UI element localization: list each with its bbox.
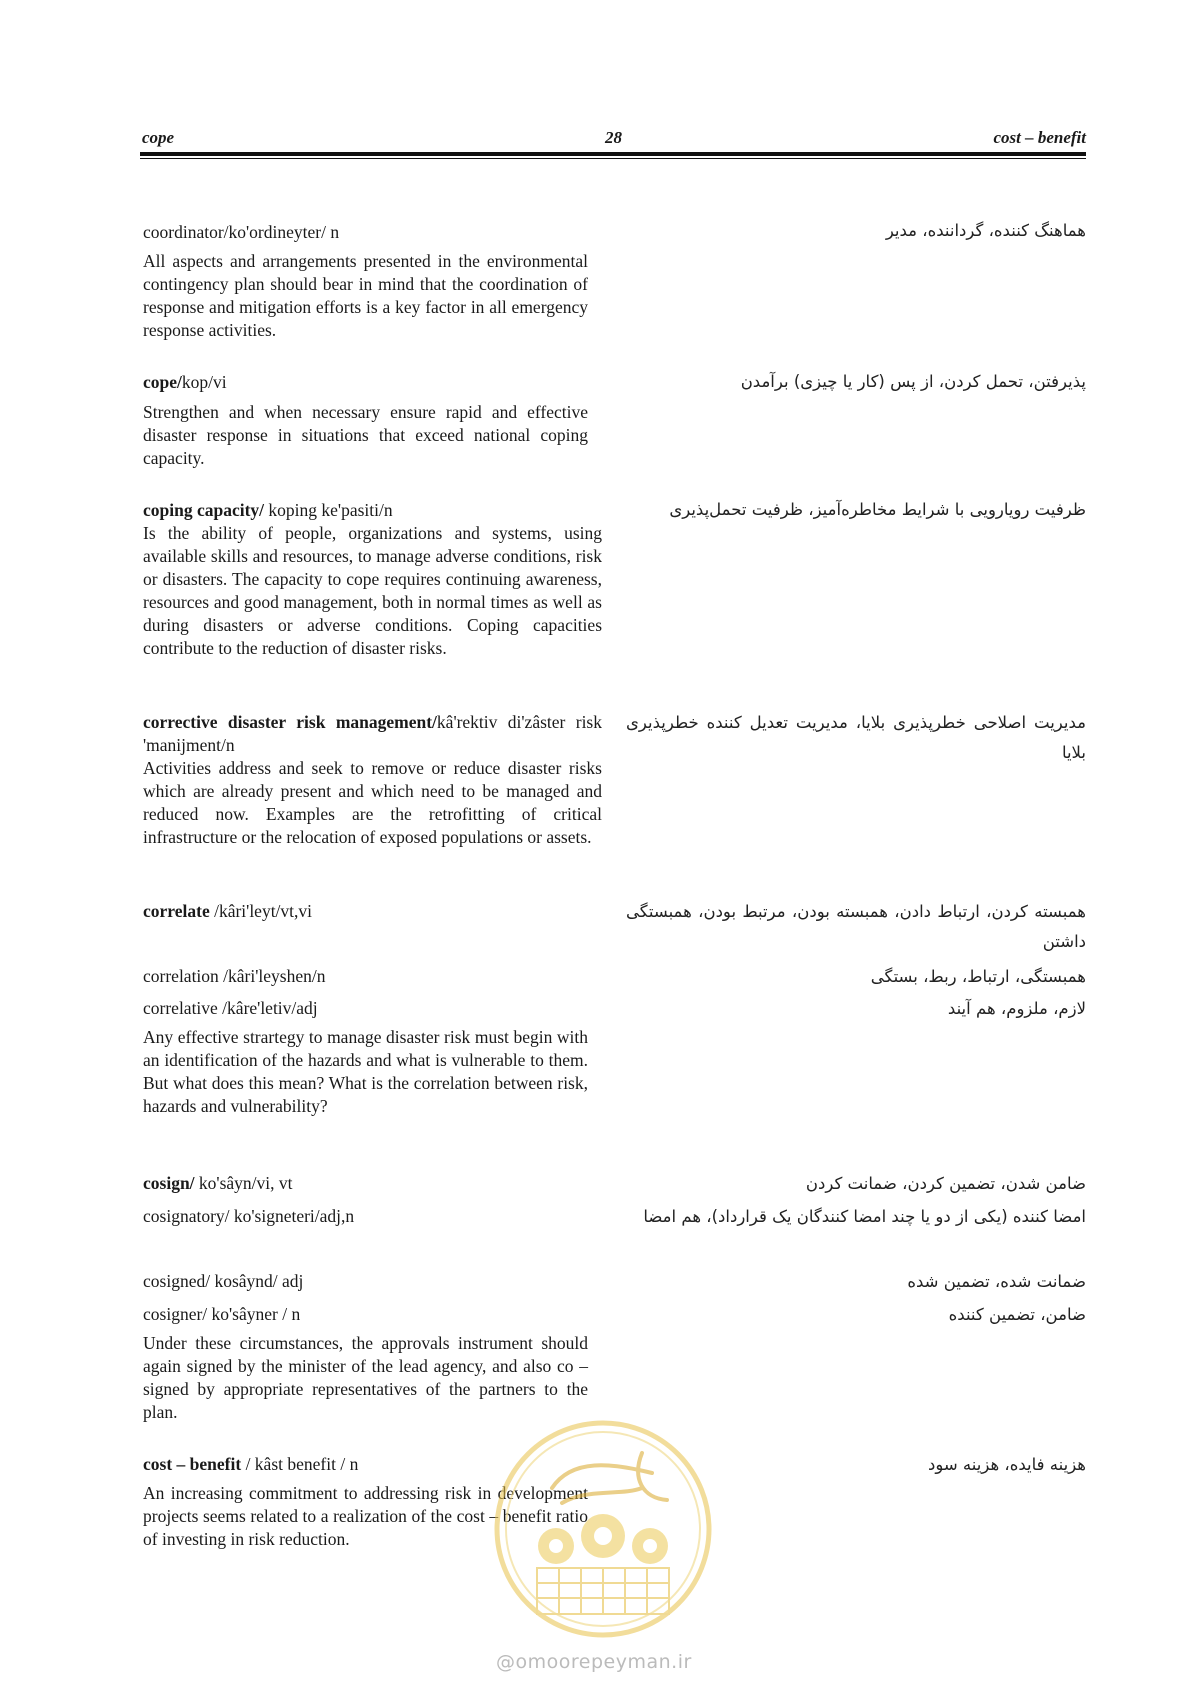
- headword: cosigned/ kosâynd/ adj: [143, 1271, 304, 1291]
- headword: cost – benefit / kâst benefit / n: [143, 1454, 359, 1474]
- entry-cosigner: [143, 1303, 588, 1424]
- persian-correlative: لازم، ملزوم، هم آیند: [947, 999, 1086, 1018]
- running-header: [140, 128, 1086, 150]
- entry-coping-capacity: [143, 499, 602, 660]
- example-text: All aspects and arrangements presented in the environmental contingency plan should bear in mind that the coordination of response and mitigation efforts is a key factor in all emergency response activities.: [143, 251, 588, 340]
- persian-cost-benefit: هزینه فایده، هزینه سود: [927, 1455, 1086, 1474]
- headword: cosignatory/ ko'signeteri/adj,n: [143, 1206, 355, 1226]
- headword: coping capacity/ koping ke'pasiti/n: [143, 500, 393, 520]
- watermark-site: @omoorepeyman.ir: [496, 1651, 692, 1673]
- example-text: Under these circumstances, the approvals instrument should again signed by the minister of the lead agency, and also co – signed by appropriate representatives of the partners to the plan.: [143, 1333, 588, 1422]
- persian-cosigner: ضامن، تضمین کننده: [948, 1305, 1086, 1324]
- persian-correlation: همبستگی، ارتباط، ربط، بستگی: [870, 967, 1086, 986]
- headword: cosign/ ko'sâyn/vi, vt: [143, 1173, 293, 1193]
- headword: cope/kop/vi: [143, 372, 227, 392]
- headword: corrective disaster risk management/kâ'rektiv di'zâster risk 'manijment/n: [143, 712, 602, 755]
- header-left-word: cope: [142, 128, 175, 147]
- persian-coping-capacity: ظرفیت رویارویی با شرایط مخاطره‌آمیز، ظرفیت تحمل‌پذیری: [669, 500, 1086, 519]
- headword: correlative /kâre'letiv/adj: [143, 998, 318, 1018]
- headword: correlation /kâri'leyshen/n: [143, 966, 326, 986]
- definition-text: Activities address and seek to remove or reduce disaster risks which are already present and which need to be managed and reduced now. Examples are the retrofitting of critical infrastructure or the relocation of exposed populations or assets.: [143, 758, 602, 847]
- entry-cosignatory: [143, 1205, 354, 1228]
- example-text: An increasing commitment to addressing risk in development projects seems related to a realization of the cost – benefit ratio of investing in risk reduction.: [143, 1483, 588, 1549]
- header-rule-thin: [140, 158, 1086, 159]
- entry-coordinator: [143, 221, 588, 342]
- entry-correlate: [143, 900, 312, 923]
- header-rule-thick: [140, 152, 1086, 156]
- page-number: 28: [605, 128, 622, 147]
- example-text: Any effective strartegy to manage disaster risk must begin with an identification of the hazards and what is vulnerable to them. But what does this mean? What is the correlation between risk, hazards and vulnerability?: [143, 1027, 588, 1116]
- header-right-word: cost – benefit: [993, 128, 1086, 147]
- definition-text: Is the ability of people, organizations and systems, using available skills and resources, to manage adverse conditions, risk or disasters. The capacity to cope requires continuing awareness, resources and good management, both in normal times as well as during disasters or adverse conditions. Coping capacities contribute to the reduction of disaster risks.: [143, 523, 602, 658]
- persian-cosigned: ضمانت شده، تضمین شده: [907, 1272, 1086, 1291]
- persian-correlate: همبسته کردن، ارتباط دادن، همبسته بودن، مرتبط بودن، همبستگی داشتن: [626, 902, 1086, 951]
- headword: coordinator/ko'ordineyter/ n: [143, 222, 340, 242]
- persian-cosign: ضامن شدن، تضمین کردن، ضمانت کردن: [805, 1174, 1086, 1193]
- entry-corrective-disaster-risk-management: [143, 711, 602, 849]
- persian-corrective: مدیریت اصلاحی خطرپذیری بلایا، مدیریت تعدیل کننده خطرپذیری بلایا: [626, 713, 1086, 762]
- entry-cope: [143, 371, 588, 470]
- entry-correlative: [143, 997, 588, 1118]
- persian-cope: پذیرفتن، تحمل کردن، از پس (کار یا چیزی) برآمدن: [740, 372, 1086, 391]
- persian-coordinator: هماهنگ کننده، گرداننده، مدیر: [885, 221, 1086, 240]
- example-text: Strengthen and when necessary ensure rapid and effective disaster response in situations that exceed national coping capacity.: [143, 402, 588, 468]
- headword: cosigner/ ko'sâyner / n: [143, 1304, 301, 1324]
- entry-correlation: [143, 965, 325, 988]
- headword: correlate /kâri'leyt/vt,vi: [143, 901, 313, 921]
- entry-cosigned: [143, 1270, 303, 1293]
- entry-cosign: [143, 1172, 293, 1195]
- watermark-stamp: [492, 1418, 714, 1640]
- persian-cosignatory: امضا کننده (یکی از دو یا چند امضا کنندگان یک قرارداد)، هم امضا: [643, 1207, 1086, 1226]
